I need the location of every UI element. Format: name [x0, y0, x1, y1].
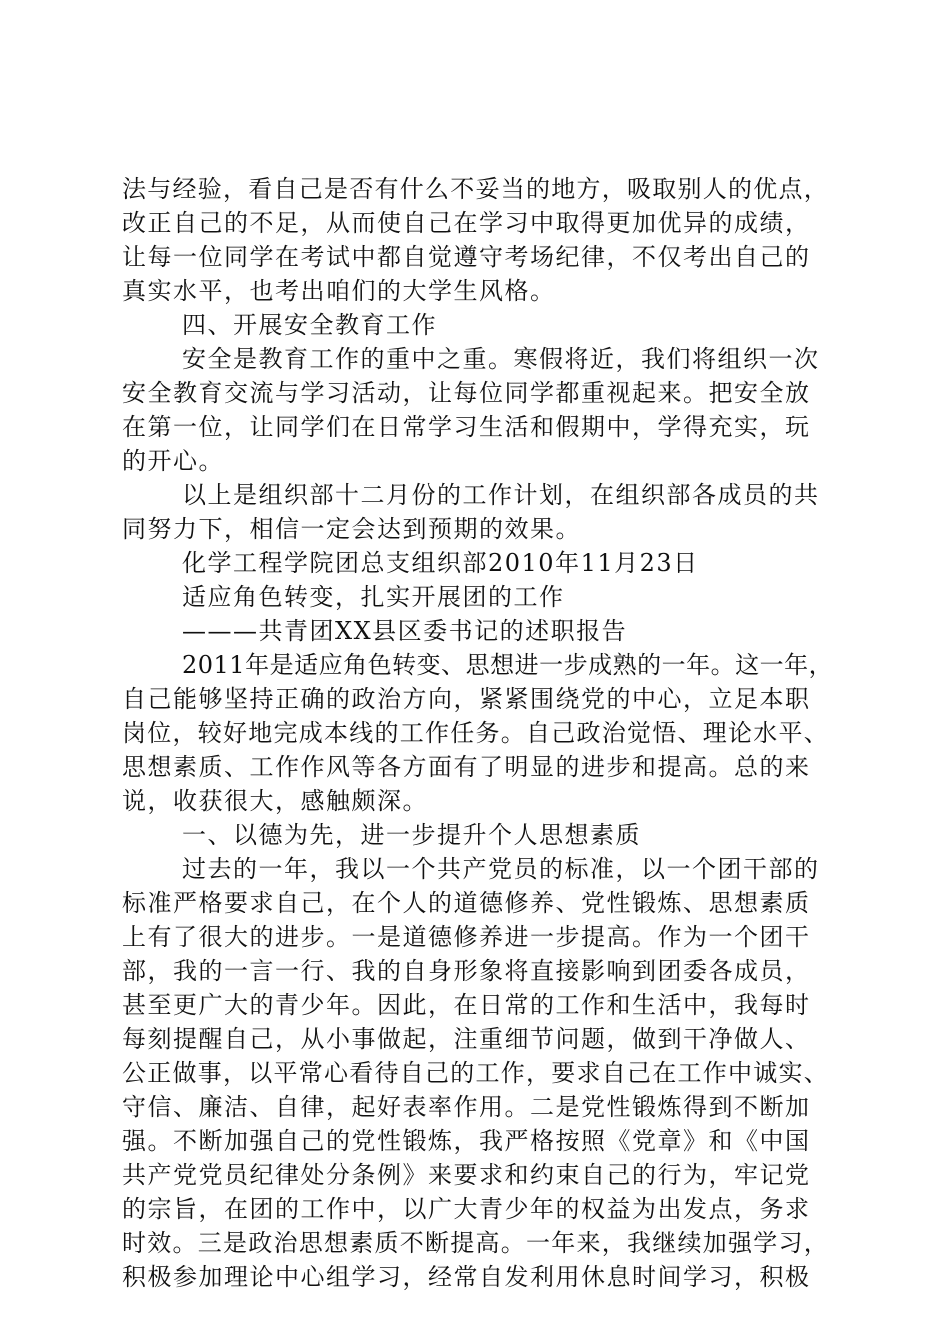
text-line: 每刻提醒自己，从小事做起，注重细节问题，做到干净做人、: [122, 1025, 811, 1053]
text-line: 守信、廉洁、自律，起好表率作用。二是党性锻炼得到不断加: [122, 1093, 811, 1121]
text-line: 2011年是适应角色转变、思想进一步成熟的一年。这一年，: [182, 651, 834, 679]
text-line: 的宗旨，在团的工作中，以广大青少年的权益为出发点，务求: [122, 1195, 811, 1223]
text-line: 让每一位同学在考试中都自觉遵守考场纪律，不仅考出自己的: [122, 243, 811, 271]
text-line: 同努力下，相信一定会达到预期的效果。: [122, 515, 581, 543]
text-line: 公正做事，以平常心看待自己的工作，要求自己在工作中诚实、: [122, 1059, 829, 1087]
text-line: ———共青团XX县区委书记的述职报告: [182, 617, 628, 645]
text-line: 一、以德为先，进一步提升个人思想素质: [182, 821, 641, 849]
text-line: 时效。三是政治思想素质不断提高。一年来，我继续加强学习，: [122, 1229, 829, 1257]
text-line: 安全是教育工作的重中之重。寒假将近，我们将组织一次: [182, 345, 820, 373]
text-line: 法与经验，看自己是否有什么不妥当的地方，吸取别人的优点，: [122, 175, 829, 203]
text-line: 部，我的一言一行、我的自身形象将直接影响到团委各成员，: [122, 957, 811, 985]
text-line: 四、开展安全教育工作: [182, 311, 437, 339]
text-line: 的开心。: [122, 447, 224, 475]
text-line: 标准严格要求自己，在个人的道德修养、党性锻炼、思想素质: [122, 889, 811, 917]
text-line: 适应角色转变，扎实开展团的工作: [182, 583, 565, 611]
text-line: 化学工程学院团总支组织部2010年11月23日: [182, 549, 699, 577]
text-line: 安全教育交流与学习活动，让每位同学都重视起来。把安全放: [122, 379, 811, 407]
text-line: 真实水平，也考出咱们的大学生风格。: [122, 277, 556, 305]
text-line: 在第一位，让同学们在日常学习生活和假期中，学得充实，玩: [122, 413, 811, 441]
document-body: [122, 172, 832, 1294]
text-line: 自己能够坚持正确的政治方向，紧紧围绕党的中心，立足本职: [122, 685, 811, 713]
text-line: 上有了很大的进步。一是道德修养进一步提高。作为一个团干: [122, 923, 811, 951]
text-line: 以上是组织部十二月份的工作计划，在组织部各成员的共: [182, 481, 820, 509]
text-line: 共产党党员纪律处分条例》来要求和约束自己的行为，牢记党: [122, 1161, 811, 1189]
text-line: 强。不断加强自己的党性锻炼，我严格按照《党章》和《中国: [122, 1127, 811, 1155]
text-line: 岗位，较好地完成本线的工作任务。自己政治觉悟、理论水平、: [122, 719, 829, 747]
text-line: 思想素质、工作作风等各方面有了明显的进步和提高。总的来: [122, 753, 811, 781]
text-line: 甚至更广大的青少年。因此，在日常的工作和生活中，我每时: [122, 991, 811, 1019]
text-line: 说，收获很大，感触颇深。: [122, 787, 428, 815]
text-line: 改正自己的不足，从而使自己在学习中取得更加优异的成绩，: [122, 209, 811, 237]
text-line: 积极参加理论中心组学习，经常自发利用休息时间学习，积极: [122, 1263, 811, 1291]
text-line: 过去的一年，我以一个共产党员的标准，以一个团干部的: [182, 855, 820, 883]
